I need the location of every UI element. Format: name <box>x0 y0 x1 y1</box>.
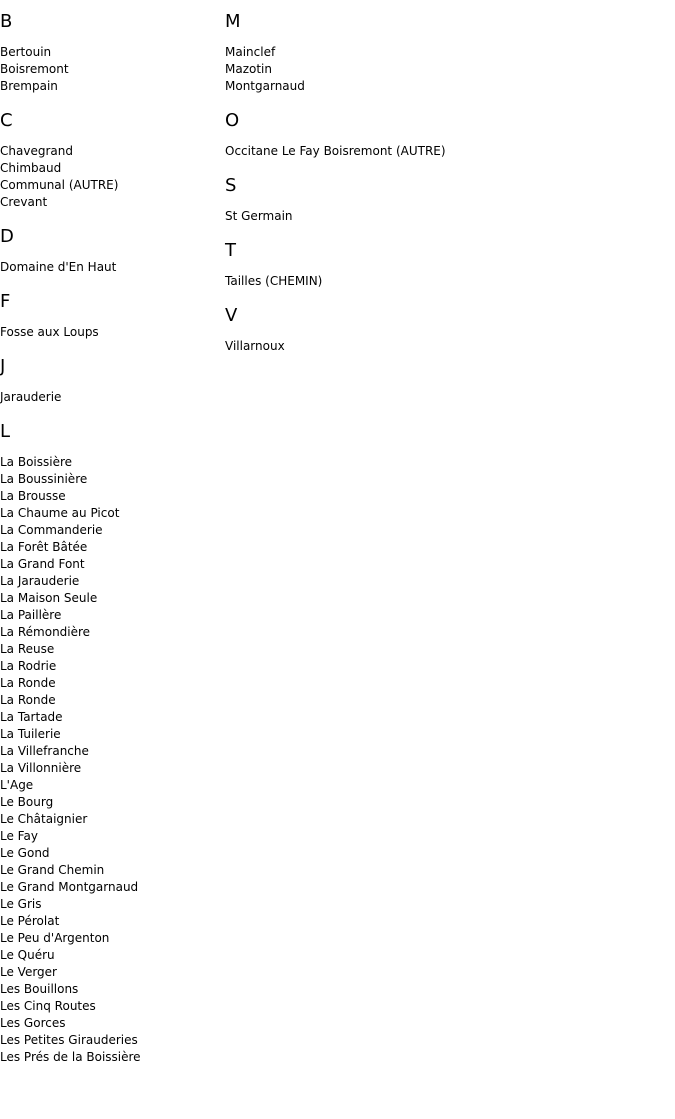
place-list-item[interactable]: Communal (AUTRE) <box>0 178 119 192</box>
place-list-item[interactable]: La Ronde <box>0 676 56 690</box>
place-list-item[interactable]: Mazotin <box>225 62 272 76</box>
place-list-item[interactable]: Le Pérolat <box>0 914 60 928</box>
place-list <box>225 338 440 355</box>
letter-section-l <box>0 420 215 1066</box>
place-list-item[interactable]: La Reuse <box>0 642 55 656</box>
place-list-item[interactable]: La Ronde <box>0 693 56 707</box>
place-list-item[interactable]: Jarauderie <box>0 390 62 404</box>
place-list-item[interactable]: La Rodrie <box>0 659 57 673</box>
place-list-item[interactable]: Fosse aux Loups <box>0 325 99 339</box>
letter-section-o <box>225 109 446 160</box>
letter-section-b <box>0 10 215 95</box>
place-list-item[interactable]: Les Bouillons <box>0 982 79 996</box>
place-list <box>225 143 446 160</box>
place-list-item[interactable]: Le Quéru <box>0 948 55 962</box>
section-letter-heading: T <box>225 240 236 261</box>
letter-section-f <box>0 290 215 341</box>
place-list-item[interactable]: La Brousse <box>0 489 66 503</box>
place-list <box>0 259 215 276</box>
section-letter-heading: S <box>225 175 237 196</box>
letter-section-c <box>0 109 215 211</box>
place-list-item[interactable]: La Grand Font <box>0 557 85 571</box>
section-letter-heading: V <box>225 305 238 326</box>
letter-section-v <box>225 304 440 355</box>
place-list-item[interactable]: Tailles (CHEMIN) <box>225 274 323 288</box>
place-list <box>0 44 215 95</box>
place-list-item[interactable]: Crevant <box>0 195 48 209</box>
section-letter-heading: M <box>225 11 241 32</box>
place-list-item[interactable]: Le Châtaignier <box>0 812 88 826</box>
place-list <box>0 324 215 341</box>
place-list-item[interactable]: Mainclef <box>225 45 276 59</box>
letter-section-j <box>0 355 215 406</box>
place-list-item[interactable]: La Tartade <box>0 710 63 724</box>
place-list-item[interactable]: Occitane Le Fay Boisremont (AUTRE) <box>225 144 446 158</box>
place-list-item[interactable]: La Boussinière <box>0 472 88 486</box>
place-list-item[interactable]: Les Prés de la Boissière <box>0 1050 141 1064</box>
letter-section-s <box>225 174 440 225</box>
place-list <box>225 273 440 290</box>
place-list-item[interactable]: La Commanderie <box>0 523 103 537</box>
place-list-item[interactable]: Le Bourg <box>0 795 54 809</box>
place-list-item[interactable]: Les Petites Girauderies <box>0 1033 138 1047</box>
place-list-item[interactable]: La Chaume au Picot <box>0 506 120 520</box>
place-list <box>225 44 440 95</box>
place-list-item[interactable]: Le Grand Montgarnaud <box>0 880 139 894</box>
section-letter-heading: D <box>0 226 14 247</box>
place-list-item[interactable]: Montgarnaud <box>225 79 305 93</box>
place-list-item[interactable]: Le Verger <box>0 965 57 979</box>
section-letter-heading: F <box>0 291 11 312</box>
place-list <box>0 454 215 1066</box>
place-list <box>0 143 215 211</box>
place-list-item[interactable]: Le Fay <box>0 829 38 843</box>
place-list-item[interactable]: La Boissière <box>0 455 73 469</box>
place-list-item[interactable]: La Paillère <box>0 608 62 622</box>
letter-section-m <box>225 10 440 95</box>
place-list-item[interactable]: St Germain <box>225 209 293 223</box>
place-list-item[interactable]: La Tuilerie <box>0 727 61 741</box>
place-list-item[interactable]: La Forêt Bâtée <box>0 540 88 554</box>
place-list-item[interactable]: Boisremont <box>0 62 69 76</box>
section-letter-heading: O <box>225 110 240 131</box>
place-list-item[interactable]: Le Gond <box>0 846 50 860</box>
place-list-item[interactable]: Le Grand Chemin <box>0 863 105 877</box>
place-list-item[interactable]: La Villefranche <box>0 744 89 758</box>
place-list <box>225 208 440 225</box>
place-list-item[interactable]: Le Gris <box>0 897 42 911</box>
place-list-item[interactable]: La Villonnière <box>0 761 82 775</box>
place-list-item[interactable]: La Jarauderie <box>0 574 80 588</box>
place-list-item[interactable]: Domaine d'En Haut <box>0 260 117 274</box>
section-letter-heading: L <box>0 421 11 442</box>
place-list <box>0 389 215 406</box>
place-list-item[interactable]: Le Peu d'Argenton <box>0 931 110 945</box>
place-list-item[interactable]: Villarnoux <box>225 339 285 353</box>
place-list-item[interactable]: Chimbaud <box>0 161 62 175</box>
letter-section-t <box>225 239 440 290</box>
index-column-left <box>0 10 215 1080</box>
place-list-item[interactable]: Les Gorces <box>0 1016 66 1030</box>
place-list-item[interactable]: Brempain <box>0 79 58 93</box>
place-list-item[interactable]: Bertouin <box>0 45 52 59</box>
section-letter-heading: B <box>0 11 13 32</box>
place-list-item[interactable]: Les Cinq Routes <box>0 999 96 1013</box>
section-letter-heading: J <box>0 356 6 377</box>
letter-section-d <box>0 225 215 276</box>
place-list-item[interactable]: La Maison Seule <box>0 591 98 605</box>
place-list-item[interactable]: Chavegrand <box>0 144 73 158</box>
place-list-item[interactable]: L'Age <box>0 778 34 792</box>
index-column-right <box>225 10 446 369</box>
section-letter-heading: C <box>0 110 13 131</box>
place-list-item[interactable]: La Rémondière <box>0 625 91 639</box>
